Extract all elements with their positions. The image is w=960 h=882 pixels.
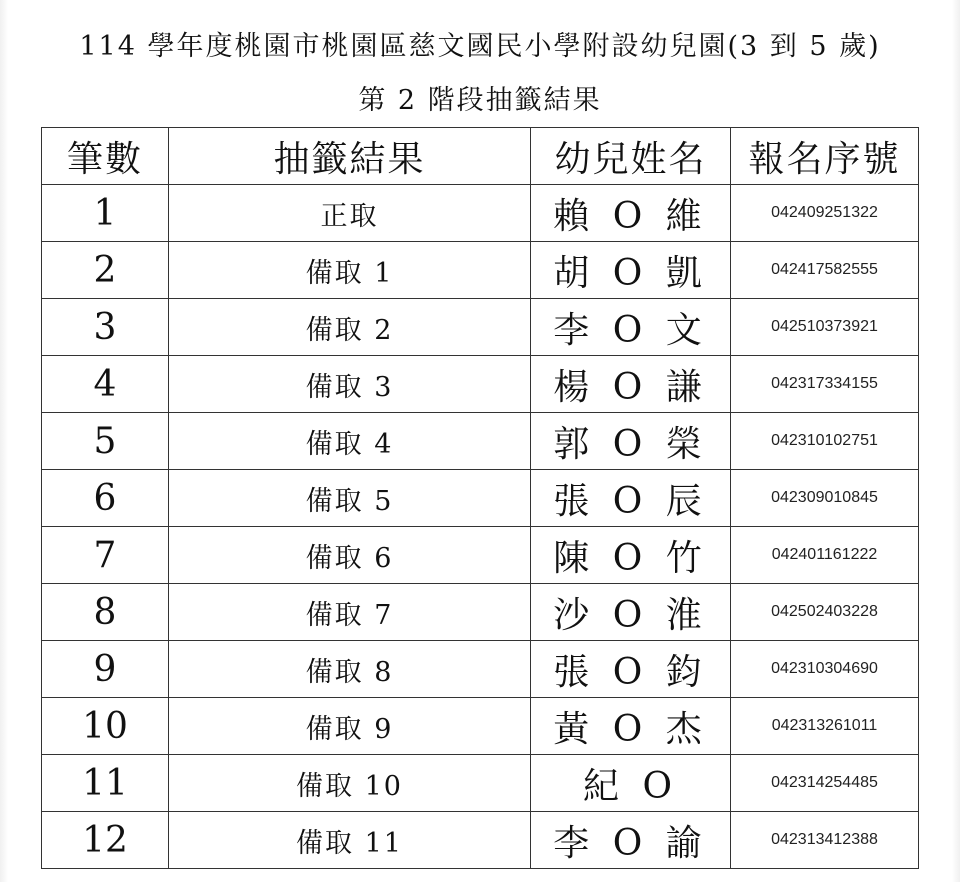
row-number: 4: [42, 356, 169, 413]
table-row: [42, 242, 919, 299]
table-row: [42, 185, 919, 242]
row-serial: 042309010845: [731, 470, 919, 527]
row-serial: 042314254485: [731, 755, 919, 812]
row-result: 正取: [169, 185, 531, 242]
row-result: 備取 8: [169, 641, 531, 698]
table-row: [42, 584, 919, 641]
row-number: 9: [42, 641, 169, 698]
row-serial: 042417582555: [731, 242, 919, 299]
header-result: 抽籤結果: [169, 128, 531, 185]
table-row: [42, 812, 919, 869]
row-child-name: 李 O 文: [531, 299, 731, 356]
row-number: 6: [42, 470, 169, 527]
row-result: 備取 11: [169, 812, 531, 869]
lottery-result-table: [41, 127, 919, 869]
row-child-name: 楊 O 謙: [531, 356, 731, 413]
row-child-name: 賴 O 維: [531, 185, 731, 242]
table-row: [42, 413, 919, 470]
row-child-name: 李 O 諭: [531, 812, 731, 869]
table-row: [42, 641, 919, 698]
page-edge-left: [0, 0, 8, 882]
table-row: [42, 356, 919, 413]
table-row: [42, 527, 919, 584]
table-row: [42, 755, 919, 812]
row-number: 7: [42, 527, 169, 584]
row-child-name: 張 O 鈞: [531, 641, 731, 698]
row-serial: 042502403228: [731, 584, 919, 641]
row-result: 備取 7: [169, 584, 531, 641]
row-serial: 042313261011: [731, 698, 919, 755]
document-subtitle: 第 2 階段抽籤結果: [358, 85, 602, 116]
row-child-name: 陳 O 竹: [531, 527, 731, 584]
table-header-row: [42, 128, 919, 185]
row-result: 備取 5: [169, 470, 531, 527]
document-title: 114 學年度桃園市桃園區慈文國民小學附設幼兒園(3 到 5 歲): [79, 31, 881, 62]
page-edge-right: [952, 0, 960, 882]
row-child-name: 沙 O 淮: [531, 584, 731, 641]
row-number: 2: [42, 242, 169, 299]
header-serial: 報名序號: [731, 128, 919, 185]
row-number: 1: [42, 185, 169, 242]
row-number: 3: [42, 299, 169, 356]
row-child-name: 張 O 辰: [531, 470, 731, 527]
row-result: 備取 3: [169, 356, 531, 413]
table-row: [42, 470, 919, 527]
row-serial: 042310102751: [731, 413, 919, 470]
table-row: [42, 698, 919, 755]
row-number: 5: [42, 413, 169, 470]
row-serial: 042310304690: [731, 641, 919, 698]
table-row: [42, 299, 919, 356]
row-child-name: 黃 O 杰: [531, 698, 731, 755]
header-child-name: 幼兒姓名: [531, 128, 731, 185]
row-serial: 042409251322: [731, 185, 919, 242]
row-child-name: 郭 O 榮: [531, 413, 731, 470]
row-serial: 042510373921: [731, 299, 919, 356]
row-number: 8: [42, 584, 169, 641]
row-serial: 042317334155: [731, 356, 919, 413]
row-child-name: 胡 O 凱: [531, 242, 731, 299]
header-count: 筆數: [42, 128, 169, 185]
row-serial: 042401161222: [731, 527, 919, 584]
row-result: 備取 9: [169, 698, 531, 755]
row-number: 10: [42, 698, 169, 755]
row-number: 12: [42, 812, 169, 869]
row-result: 備取 2: [169, 299, 531, 356]
row-result: 備取 10: [169, 755, 531, 812]
row-number: 11: [42, 755, 169, 812]
row-result: 備取 4: [169, 413, 531, 470]
row-result: 備取 1: [169, 242, 531, 299]
row-child-name: 紀 O: [531, 755, 731, 812]
row-result: 備取 6: [169, 527, 531, 584]
row-serial: 042313412388: [731, 812, 919, 869]
